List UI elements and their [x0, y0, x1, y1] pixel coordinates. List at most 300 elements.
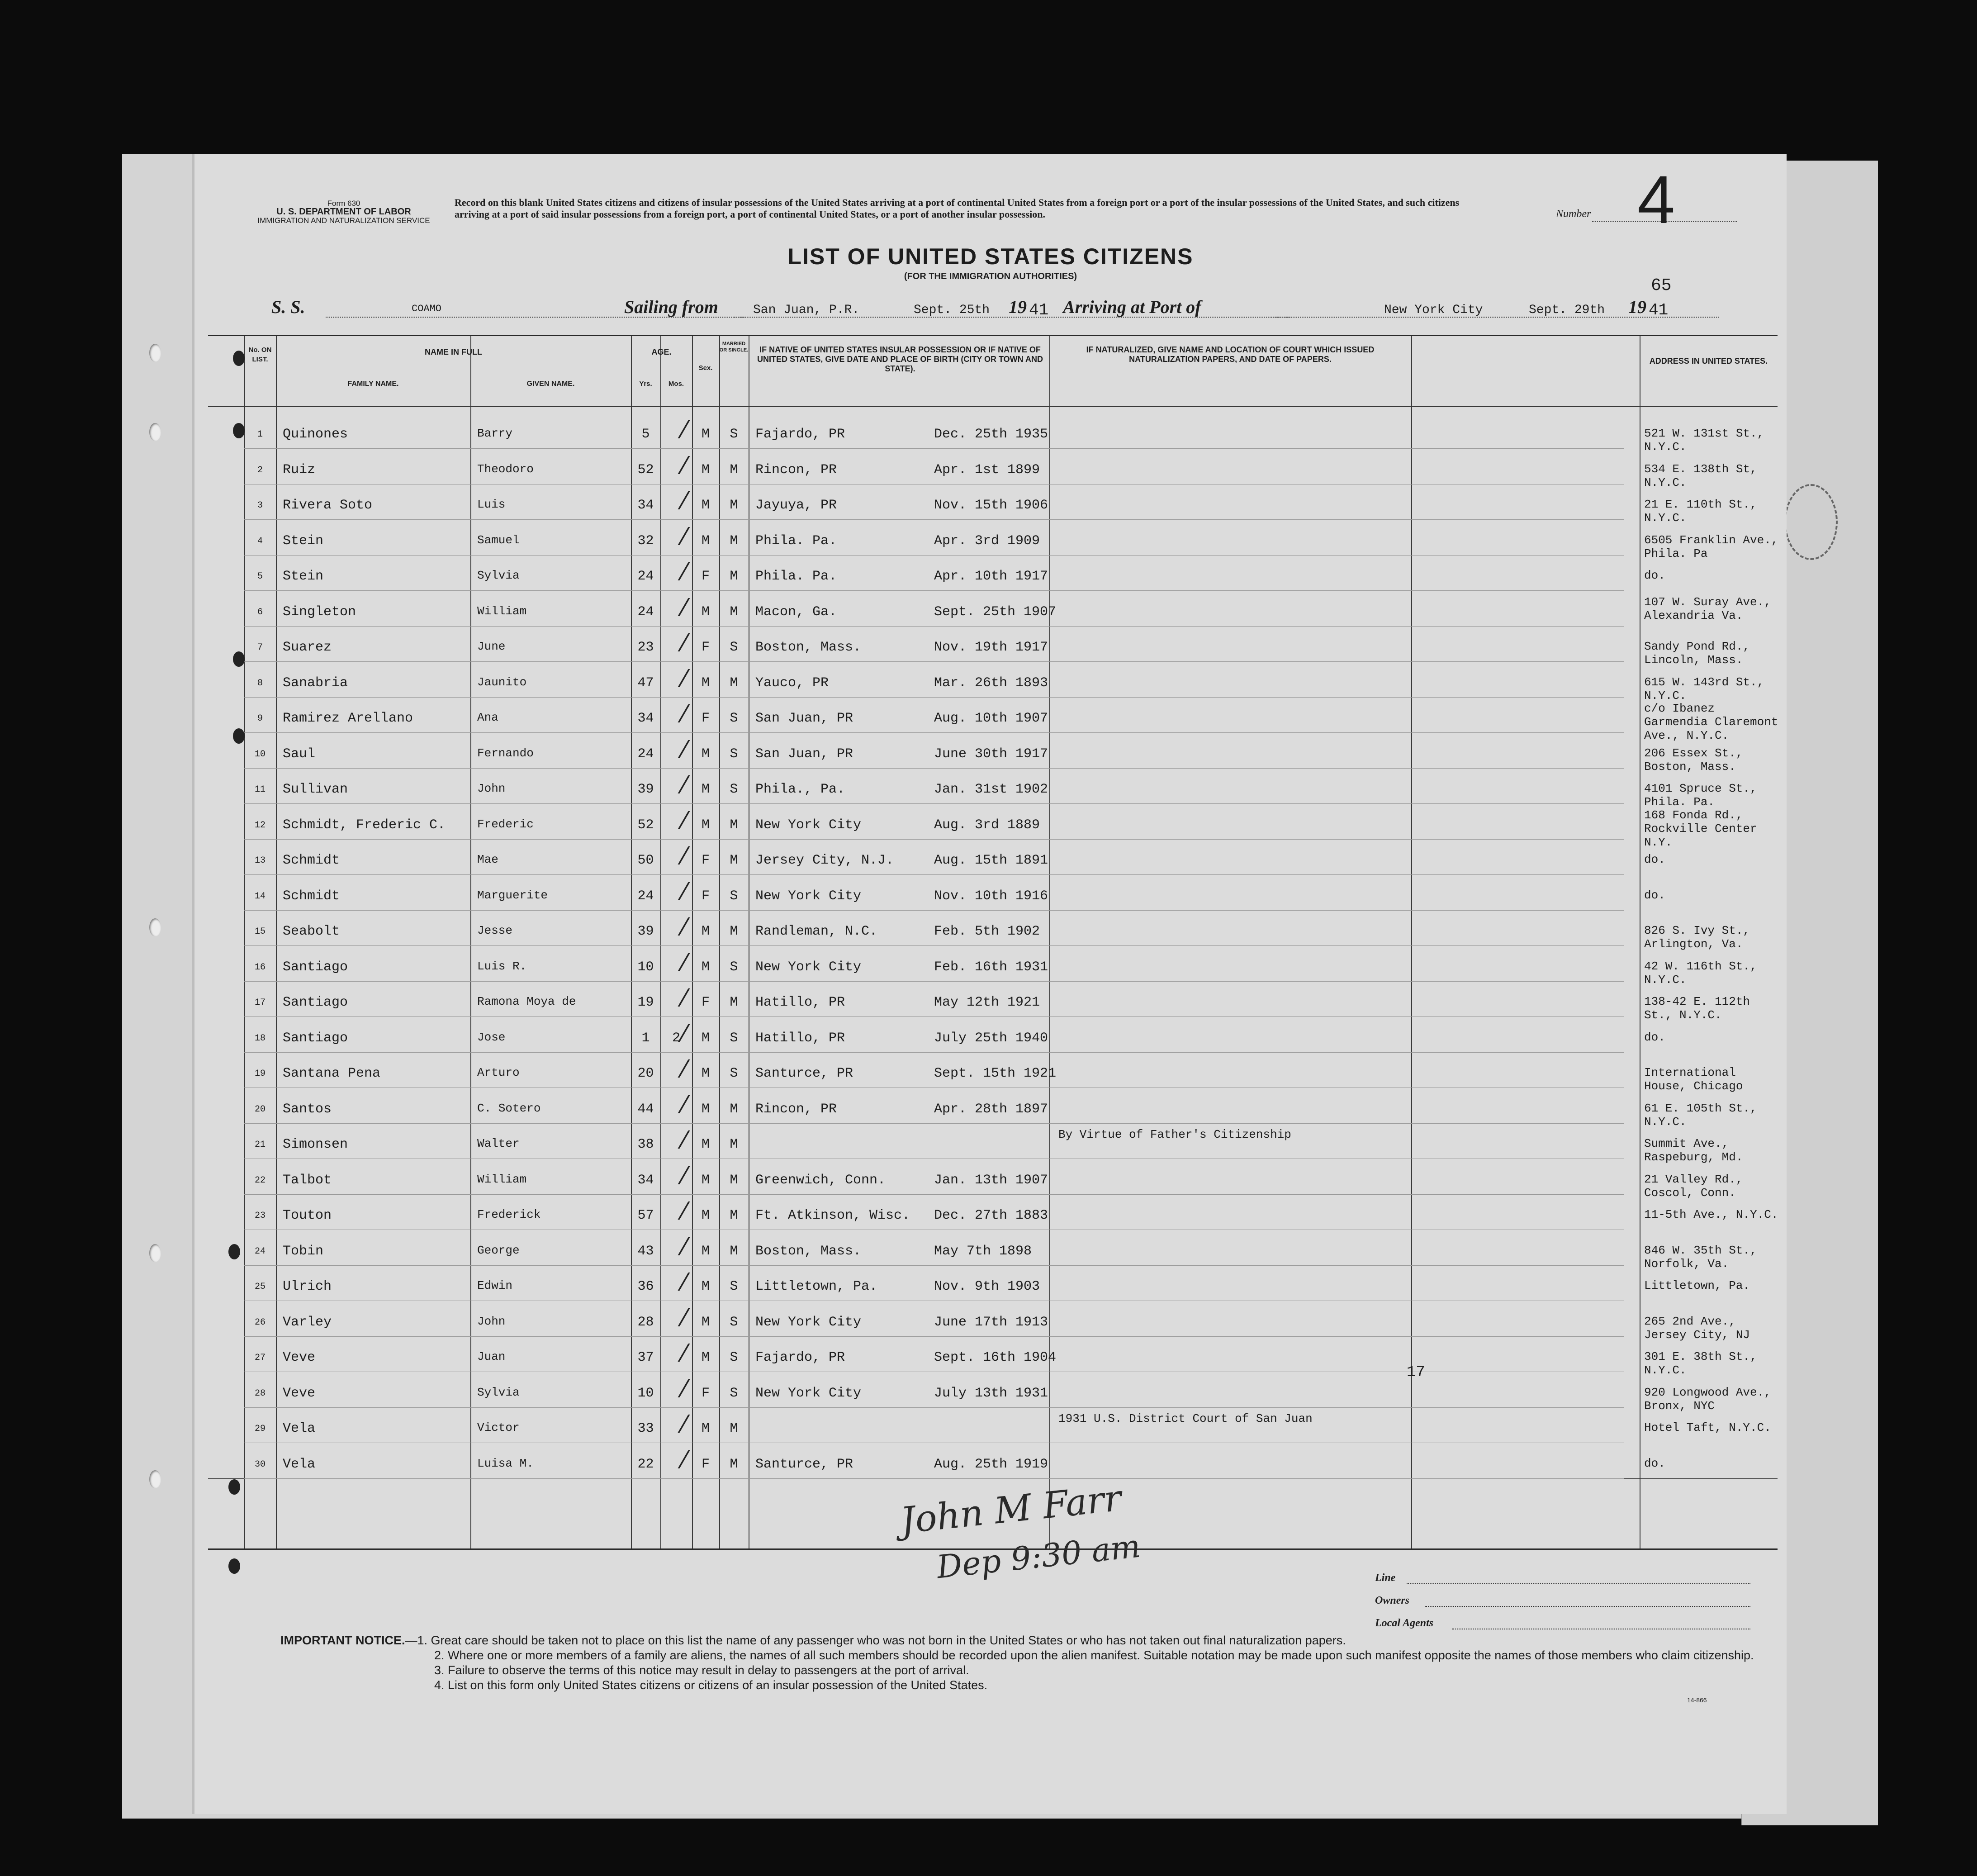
- line-number: 4: [257, 536, 263, 546]
- print-code: 14-866: [1687, 1696, 1707, 1704]
- clip-stamp: [1784, 484, 1838, 560]
- family-name: Veve: [283, 1350, 316, 1365]
- marital-status: M: [730, 462, 738, 478]
- sex: M: [701, 462, 710, 478]
- family-name: Suarez: [283, 640, 332, 655]
- check-mark: [659, 775, 690, 793]
- signature-note: Dep 9:30 am: [934, 1527, 1143, 1586]
- line-field: [1407, 1583, 1750, 1584]
- row-rule: [244, 910, 1624, 911]
- row-rule: [244, 768, 1624, 769]
- birth-place: Yauco, PR: [755, 675, 829, 691]
- line-number: 27: [254, 1353, 265, 1363]
- given-name: Marguerite: [477, 888, 548, 902]
- arriving-label: Arriving at Port of: [1063, 297, 1201, 317]
- age-years: 1: [641, 1030, 650, 1046]
- line-number: 19: [254, 1069, 265, 1079]
- binder-hole: [149, 423, 161, 441]
- col-header-naturalized: IF NATURALIZED, GIVE NAME AND LOCATION OF COURT WHICH ISSUED NATURALIZATION PAPERS, AND DATE OF PAPERS.: [1086, 345, 1375, 364]
- marital-status: M: [730, 569, 738, 584]
- address: 42 W. 116th St., N.Y.C.: [1644, 959, 1757, 987]
- row-rule: [244, 1478, 1624, 1479]
- line-number: 10: [254, 749, 265, 760]
- given-name: Walter: [477, 1137, 520, 1150]
- address: 11-5th Ave., N.Y.C.: [1644, 1208, 1778, 1221]
- line-number: 1: [257, 429, 263, 440]
- address: 138-42 E. 112th St., N.Y.C.: [1644, 995, 1750, 1022]
- number-value: 4: [1637, 161, 1675, 237]
- family-name: Ramirez Arellano: [283, 711, 413, 726]
- local-agents-label: Local Agents: [1375, 1617, 1434, 1629]
- sex: M: [701, 1208, 710, 1223]
- given-name: Samuel: [477, 533, 520, 547]
- sex: M: [701, 675, 710, 691]
- birth-date: Aug. 10th 1907: [934, 711, 1048, 726]
- row-rule: [244, 661, 1624, 662]
- age-years: 19: [637, 995, 654, 1010]
- address: 265 2nd Ave., Jersey City, NJ: [1644, 1314, 1750, 1342]
- family-name: Sanabria: [283, 675, 348, 691]
- check-mark: [659, 740, 690, 758]
- marital-status: S: [730, 888, 738, 904]
- marital-status: M: [730, 924, 738, 939]
- marital-status: M: [730, 817, 738, 833]
- col-header-mos: Mos.: [668, 380, 684, 388]
- check-mark: [659, 598, 690, 616]
- address: 206 Essex St., Boston, Mass.: [1644, 746, 1743, 774]
- col-header-yrs: Yrs.: [639, 380, 652, 388]
- birth-place: Hatillo, PR: [755, 1030, 845, 1046]
- birth-date: Apr. 1st 1899: [934, 462, 1040, 478]
- given-name: Luisa M.: [477, 1456, 534, 1470]
- line-number: 15: [254, 926, 265, 937]
- birth-place: Phila. Pa.: [755, 533, 837, 549]
- age-years: 44: [637, 1101, 654, 1117]
- birth-place: New York City: [755, 1314, 862, 1330]
- row-rule: [244, 732, 1624, 733]
- marital-status: S: [730, 959, 738, 975]
- given-name: Luis R.: [477, 959, 527, 973]
- marital-status: S: [730, 746, 738, 762]
- address: c/o Ibanez Garmendia Claremont Ave., N.Y.C.: [1644, 702, 1778, 742]
- marital-status: M: [730, 853, 738, 868]
- line-number: 8: [257, 678, 263, 689]
- row-rule: [244, 945, 1624, 946]
- family-name: Vela: [283, 1421, 316, 1436]
- sex: F: [701, 995, 710, 1010]
- line-number: 9: [257, 713, 263, 724]
- sex: M: [701, 1279, 710, 1294]
- birth-date: Sept. 15th 1921: [934, 1066, 1057, 1081]
- ss-label: S. S.: [271, 297, 305, 317]
- given-name: Jaunito: [477, 675, 527, 689]
- family-name: Vela: [283, 1456, 316, 1472]
- address: 168 Fonda Rd., Rockville Center N.Y.: [1644, 808, 1757, 849]
- line-number: 24: [254, 1246, 265, 1257]
- given-name: Sylvia: [477, 1385, 520, 1399]
- given-name: Sylvia: [477, 569, 520, 582]
- col-header-birth: IF NATIVE OF UNITED STATES INSULAR POSSESSION OR IF NATIVE OF UNITED STATES, GIVE DATE AND PLACE OF BIRTH (CITY OR TOWN AND STATE).: [757, 345, 1043, 373]
- age-years: 24: [637, 569, 654, 584]
- address: 21 E. 110th St., N.Y.C.: [1644, 498, 1757, 525]
- check-mark: [659, 1344, 690, 1362]
- sex: M: [701, 1137, 710, 1152]
- family-name: Touton: [283, 1208, 332, 1223]
- binder-hole: [233, 728, 245, 744]
- service: IMMIGRATION AND NATURALIZATION SERVICE: [257, 216, 430, 225]
- line-number: 18: [254, 1033, 265, 1044]
- age-years: 5: [641, 427, 650, 442]
- birth-date: Apr. 3rd 1909: [934, 533, 1040, 549]
- birth-place: San Juan, PR: [755, 746, 853, 762]
- sex: F: [701, 888, 710, 904]
- age-years: 39: [637, 924, 654, 939]
- check-mark: [659, 1273, 690, 1291]
- address: 615 W. 143rd St., N.Y.C.: [1644, 675, 1764, 703]
- binder-hole: [228, 1479, 240, 1495]
- col-header-no: No. ON LIST.: [248, 346, 272, 363]
- check-mark: [659, 1450, 690, 1468]
- family-name: Veve: [283, 1385, 316, 1401]
- age-years: 22: [637, 1456, 654, 1472]
- arrive-year: 41: [1649, 301, 1669, 319]
- ship-name: COAMO: [412, 303, 442, 314]
- to-port: New York City: [1384, 303, 1483, 317]
- family-name: Talbot: [283, 1172, 332, 1188]
- page-subtitle: (FOR THE IMMIGRATION AUTHORITIES): [904, 271, 1077, 281]
- given-name: Victor: [477, 1421, 520, 1434]
- birth-date: Nov. 19th 1917: [934, 640, 1048, 655]
- address: 4101 Spruce St., Phila. Pa.: [1644, 782, 1757, 809]
- given-name: Arturo: [477, 1066, 520, 1079]
- age-years: 24: [637, 604, 654, 620]
- family-name: Ruiz: [283, 462, 316, 478]
- sex: M: [701, 1421, 710, 1436]
- row-rule: [244, 981, 1624, 982]
- form-header: [244, 199, 443, 225]
- binder-hole: [228, 1244, 240, 1259]
- birth-date: Apr. 28th 1897: [934, 1101, 1048, 1117]
- row-rule: [244, 1407, 1624, 1408]
- col-header-family: FAMILY NAME.: [347, 380, 399, 388]
- signature: John M Farr: [898, 1477, 1124, 1542]
- marital-status: M: [730, 1137, 738, 1152]
- address: Summit Ave., Raspeburg, Md.: [1644, 1137, 1743, 1164]
- check-mark: [659, 846, 690, 864]
- age-years: 24: [637, 746, 654, 762]
- given-name: Luis: [477, 498, 506, 511]
- address: 521 W. 131st St., N.Y.C.: [1644, 427, 1764, 454]
- sex: M: [701, 427, 710, 442]
- birth-place: New York City: [755, 1385, 862, 1401]
- sex: M: [701, 782, 710, 797]
- birth-place: Randleman, N.C.: [755, 924, 878, 939]
- row-rule: [244, 1265, 1624, 1266]
- check-mark: [659, 1379, 690, 1397]
- notice-item-4: 4. List on this form only United States citizens or citizens of an insular possession of the United States.: [434, 1678, 988, 1692]
- sex: F: [701, 853, 710, 868]
- col-header-address: ADDRESS IN UNITED STATES.: [1649, 356, 1768, 366]
- sex: M: [701, 604, 710, 620]
- family-name: Santiago: [283, 959, 348, 975]
- check-mark: [659, 988, 690, 1007]
- line-number: 7: [257, 642, 263, 653]
- marital-status: S: [730, 711, 738, 726]
- birth-date: Sept. 25th 1907: [934, 604, 1057, 620]
- notice-item-3: 3. Failure to observe the terms of this notice may result in delay to passengers at the port of arrival.: [434, 1663, 969, 1677]
- family-name: Ulrich: [283, 1279, 332, 1294]
- age-years: 24: [637, 888, 654, 904]
- given-name: Ana: [477, 711, 498, 724]
- binder-hole: [149, 1470, 161, 1488]
- row-rule: [244, 1016, 1624, 1017]
- birth-place: Greenwich, Conn.: [755, 1172, 886, 1188]
- birth-date: Feb. 16th 1931: [934, 959, 1048, 975]
- birth-place: Fajardo, PR: [755, 1350, 845, 1365]
- birth-place: Jayuya, PR: [755, 498, 837, 513]
- address: do.: [1644, 888, 1665, 902]
- check-mark: [659, 1095, 690, 1113]
- line-number: 3: [257, 500, 263, 511]
- family-name: Schmidt: [283, 888, 340, 904]
- given-name: Jose: [477, 1030, 506, 1044]
- department: U. S. DEPARTMENT OF LABOR: [276, 207, 411, 217]
- row-rule: [244, 626, 1624, 627]
- binder-hole: [149, 344, 161, 362]
- given-name: Mae: [477, 853, 498, 866]
- given-name: June: [477, 640, 506, 653]
- marital-status: M: [730, 1208, 738, 1223]
- notice-lead: IMPORTANT NOTICE.: [280, 1634, 405, 1647]
- given-name: William: [477, 1172, 527, 1186]
- age-years: 28: [637, 1314, 654, 1330]
- address: 826 S. Ivy St., Arlington, Va.: [1644, 924, 1750, 951]
- address: 21 Valley Rd., Coscol, Conn.: [1644, 1172, 1743, 1200]
- line-number: 11: [254, 784, 265, 795]
- arrive-date: Sept. 29th: [1529, 303, 1605, 317]
- address: 534 E. 138th St, N.Y.C.: [1644, 462, 1757, 489]
- birth-date: Jan. 13th 1907: [934, 1172, 1048, 1188]
- naturalization: 1931 U.S. District Court of San Juan: [1058, 1412, 1313, 1425]
- sex: F: [701, 569, 710, 584]
- sail-year: 41: [1029, 301, 1049, 319]
- row-rule: [244, 1194, 1624, 1195]
- birth-date: Dec. 27th 1883: [934, 1208, 1048, 1223]
- owners-field: [1425, 1606, 1750, 1607]
- family-name: Schmidt: [283, 853, 340, 868]
- address: International House, Chicago: [1644, 1066, 1743, 1093]
- marital-status: M: [730, 995, 738, 1010]
- sex: F: [701, 711, 710, 726]
- binder-hole: [149, 1244, 161, 1262]
- family-name: Varley: [283, 1314, 332, 1330]
- line-number: 21: [254, 1140, 265, 1150]
- sex: M: [701, 959, 710, 975]
- marital-status: S: [730, 1030, 738, 1046]
- marital-status: S: [730, 782, 738, 797]
- line-number: 2: [257, 465, 263, 475]
- birth-date: June 30th 1917: [934, 746, 1048, 762]
- birth-place: Santurce, PR: [755, 1066, 853, 1081]
- family-name: Tobin: [283, 1243, 324, 1259]
- birth-date: July 13th 1931: [934, 1385, 1048, 1401]
- sex: M: [701, 1066, 710, 1081]
- sex: F: [701, 1385, 710, 1401]
- check-mark: [659, 633, 690, 651]
- age-years: 34: [637, 711, 654, 726]
- naturalization: By Virtue of Father's Citizenship: [1058, 1128, 1291, 1141]
- col-header-given: GIVEN NAME.: [526, 380, 575, 388]
- family-name: Saul: [283, 746, 316, 762]
- passenger-table: [208, 335, 1778, 1550]
- check-mark: [659, 917, 690, 936]
- row-rule: [244, 448, 1624, 449]
- row-rule: [244, 1336, 1624, 1337]
- owners-label: Owners: [1375, 1595, 1410, 1606]
- sailing-label: Sailing from: [624, 297, 718, 317]
- address: 107 W. Suray Ave., Alexandria Va.: [1644, 595, 1771, 622]
- birth-date: Aug. 15th 1891: [934, 853, 1048, 868]
- important-notice: IMPORTANT NOTICE.—1. Great care should be taken not to place on this list the name of any passenger who was not born in the United States or who has not taken out final naturalization papers. 2. Where one or more members of a family are aliens, the names of all such members should be recorded upon the alien manifest. Suitable notation may be made upon such manifest opposite the names of those members who claim citizenship. 3. Failure to observe the terms of this notice may result in delay to passengers at the port of arrival. 4. List on this form only United States citizens or citizens of an insular possession of the United States.: [280, 1634, 1754, 1692]
- birth-place: Ft. Atkinson, Wisc.: [755, 1208, 910, 1223]
- sex: M: [701, 1350, 710, 1365]
- check-mark: [659, 882, 690, 900]
- birth-place: Santurce, PR: [755, 1456, 853, 1472]
- check-mark: [659, 1415, 690, 1433]
- sex: M: [701, 1101, 710, 1117]
- age-years: 43: [637, 1243, 654, 1259]
- address: 301 E. 38th St., N.Y.C.: [1644, 1350, 1757, 1377]
- page-title: LIST OF UNITED STATES CITIZENS: [787, 244, 1194, 269]
- form-number: Form 630: [327, 199, 360, 208]
- birth-date: July 25th 1940: [934, 1030, 1048, 1046]
- given-name: William: [477, 604, 527, 618]
- sex: M: [701, 533, 710, 549]
- birth-date: May 12th 1921: [934, 995, 1040, 1010]
- birth-place: Fajardo, PR: [755, 427, 845, 442]
- birth-place: Macon, Ga.: [755, 604, 837, 620]
- marital-status: S: [730, 1066, 738, 1081]
- birth-place: Phila. Pa.: [755, 569, 837, 584]
- arrive-year-prefix: 19: [1628, 297, 1646, 317]
- line-number: 30: [254, 1459, 265, 1470]
- family-name: Simonsen: [283, 1137, 348, 1152]
- birth-date: Mar. 26th 1893: [934, 675, 1048, 691]
- binder-hole: [233, 651, 245, 667]
- age-years: 38: [637, 1137, 654, 1152]
- line-number: 20: [254, 1104, 265, 1115]
- line-number: 5: [257, 571, 263, 582]
- line-number: 23: [254, 1211, 265, 1221]
- sex: M: [701, 817, 710, 833]
- line-number: 14: [254, 891, 265, 902]
- birth-date: Nov. 15th 1906: [934, 498, 1048, 513]
- age-years: 34: [637, 498, 654, 513]
- line-number: 25: [254, 1282, 265, 1292]
- manifest-page: [194, 154, 1787, 1814]
- sheet-number: 65: [1651, 276, 1672, 295]
- marital-status: S: [730, 1314, 738, 1330]
- age-years: 33: [637, 1421, 654, 1436]
- address: 846 W. 35th St., Norfolk, Va.: [1644, 1243, 1757, 1271]
- birth-date: Aug. 3rd 1889: [934, 817, 1040, 833]
- sex: M: [701, 746, 710, 762]
- age-years: 52: [637, 817, 654, 833]
- age-years: 36: [637, 1279, 654, 1294]
- check-mark: [659, 1130, 690, 1149]
- sail-date: Sept. 25th: [914, 303, 990, 317]
- birth-date: Sept. 16th 1904: [934, 1350, 1057, 1365]
- given-name: Juan: [477, 1350, 506, 1363]
- marital-status: M: [730, 1172, 738, 1188]
- address: Sandy Pond Rd., Lincoln, Mass.: [1644, 640, 1750, 667]
- age-months: 2: [672, 1030, 680, 1046]
- age-years: 10: [637, 1385, 654, 1401]
- birth-date: Feb. 5th 1902: [934, 924, 1040, 939]
- marital-status: M: [730, 1101, 738, 1117]
- address: do.: [1644, 1030, 1665, 1044]
- address: do.: [1644, 853, 1665, 866]
- age-years: 32: [637, 533, 654, 549]
- sex: M: [701, 1030, 710, 1046]
- family-name: Sullivan: [283, 782, 348, 797]
- line-number: 16: [254, 962, 265, 973]
- age-years: 23: [637, 640, 654, 655]
- birth-date: Aug. 25th 1919: [934, 1456, 1048, 1472]
- line-number: 6: [257, 607, 263, 617]
- given-name: Jesse: [477, 924, 513, 937]
- family-name: Quinones: [283, 427, 348, 442]
- birth-place: San Juan, PR: [755, 711, 853, 726]
- given-name: John: [477, 1314, 506, 1328]
- birth-date: Jan. 31st 1902: [934, 782, 1048, 797]
- row-rule: [244, 839, 1624, 840]
- marital-status: S: [730, 640, 738, 655]
- birth-date: Dec. 25th 1935: [934, 427, 1048, 442]
- family-name: Santana Pena: [283, 1066, 381, 1081]
- sex: F: [701, 1456, 710, 1472]
- row-rule: [244, 590, 1624, 591]
- birth-place: Phila., Pa.: [755, 782, 845, 797]
- marital-status: S: [730, 1350, 738, 1365]
- check-mark: [659, 527, 690, 545]
- birth-place: Rincon, PR: [755, 1101, 837, 1117]
- row-rule: [244, 697, 1624, 698]
- marital-status: M: [730, 675, 738, 691]
- row-rule: [244, 555, 1624, 556]
- age-years: 10: [637, 959, 654, 975]
- given-name: C. Sotero: [477, 1101, 541, 1115]
- birth-place: Boston, Mass.: [755, 1243, 862, 1259]
- family-name: Stein: [283, 533, 324, 549]
- sex: M: [701, 924, 710, 939]
- line-number: 22: [254, 1175, 265, 1186]
- age-years: 47: [637, 675, 654, 691]
- marital-status: S: [730, 427, 738, 442]
- check-mark: [659, 420, 690, 438]
- given-name: George: [477, 1243, 520, 1257]
- family-name: Stein: [283, 569, 324, 584]
- notice-item-2: 2. Where one or more members of a family are aliens, the names of all such members should be recorded upon the alien manifest. Suitable notation may be made upon such manifest opposite the names of those members who claim citizenship.: [434, 1648, 1754, 1662]
- check-mark: [659, 491, 690, 509]
- marital-status: M: [730, 1243, 738, 1259]
- address: Hotel Taft, N.Y.C.: [1644, 1421, 1771, 1434]
- col-header-name: NAME IN FULL: [425, 347, 482, 356]
- marital-status: M: [730, 498, 738, 513]
- line-label: Line: [1375, 1572, 1396, 1584]
- row-rule: [244, 874, 1624, 875]
- marital-status: M: [730, 604, 738, 620]
